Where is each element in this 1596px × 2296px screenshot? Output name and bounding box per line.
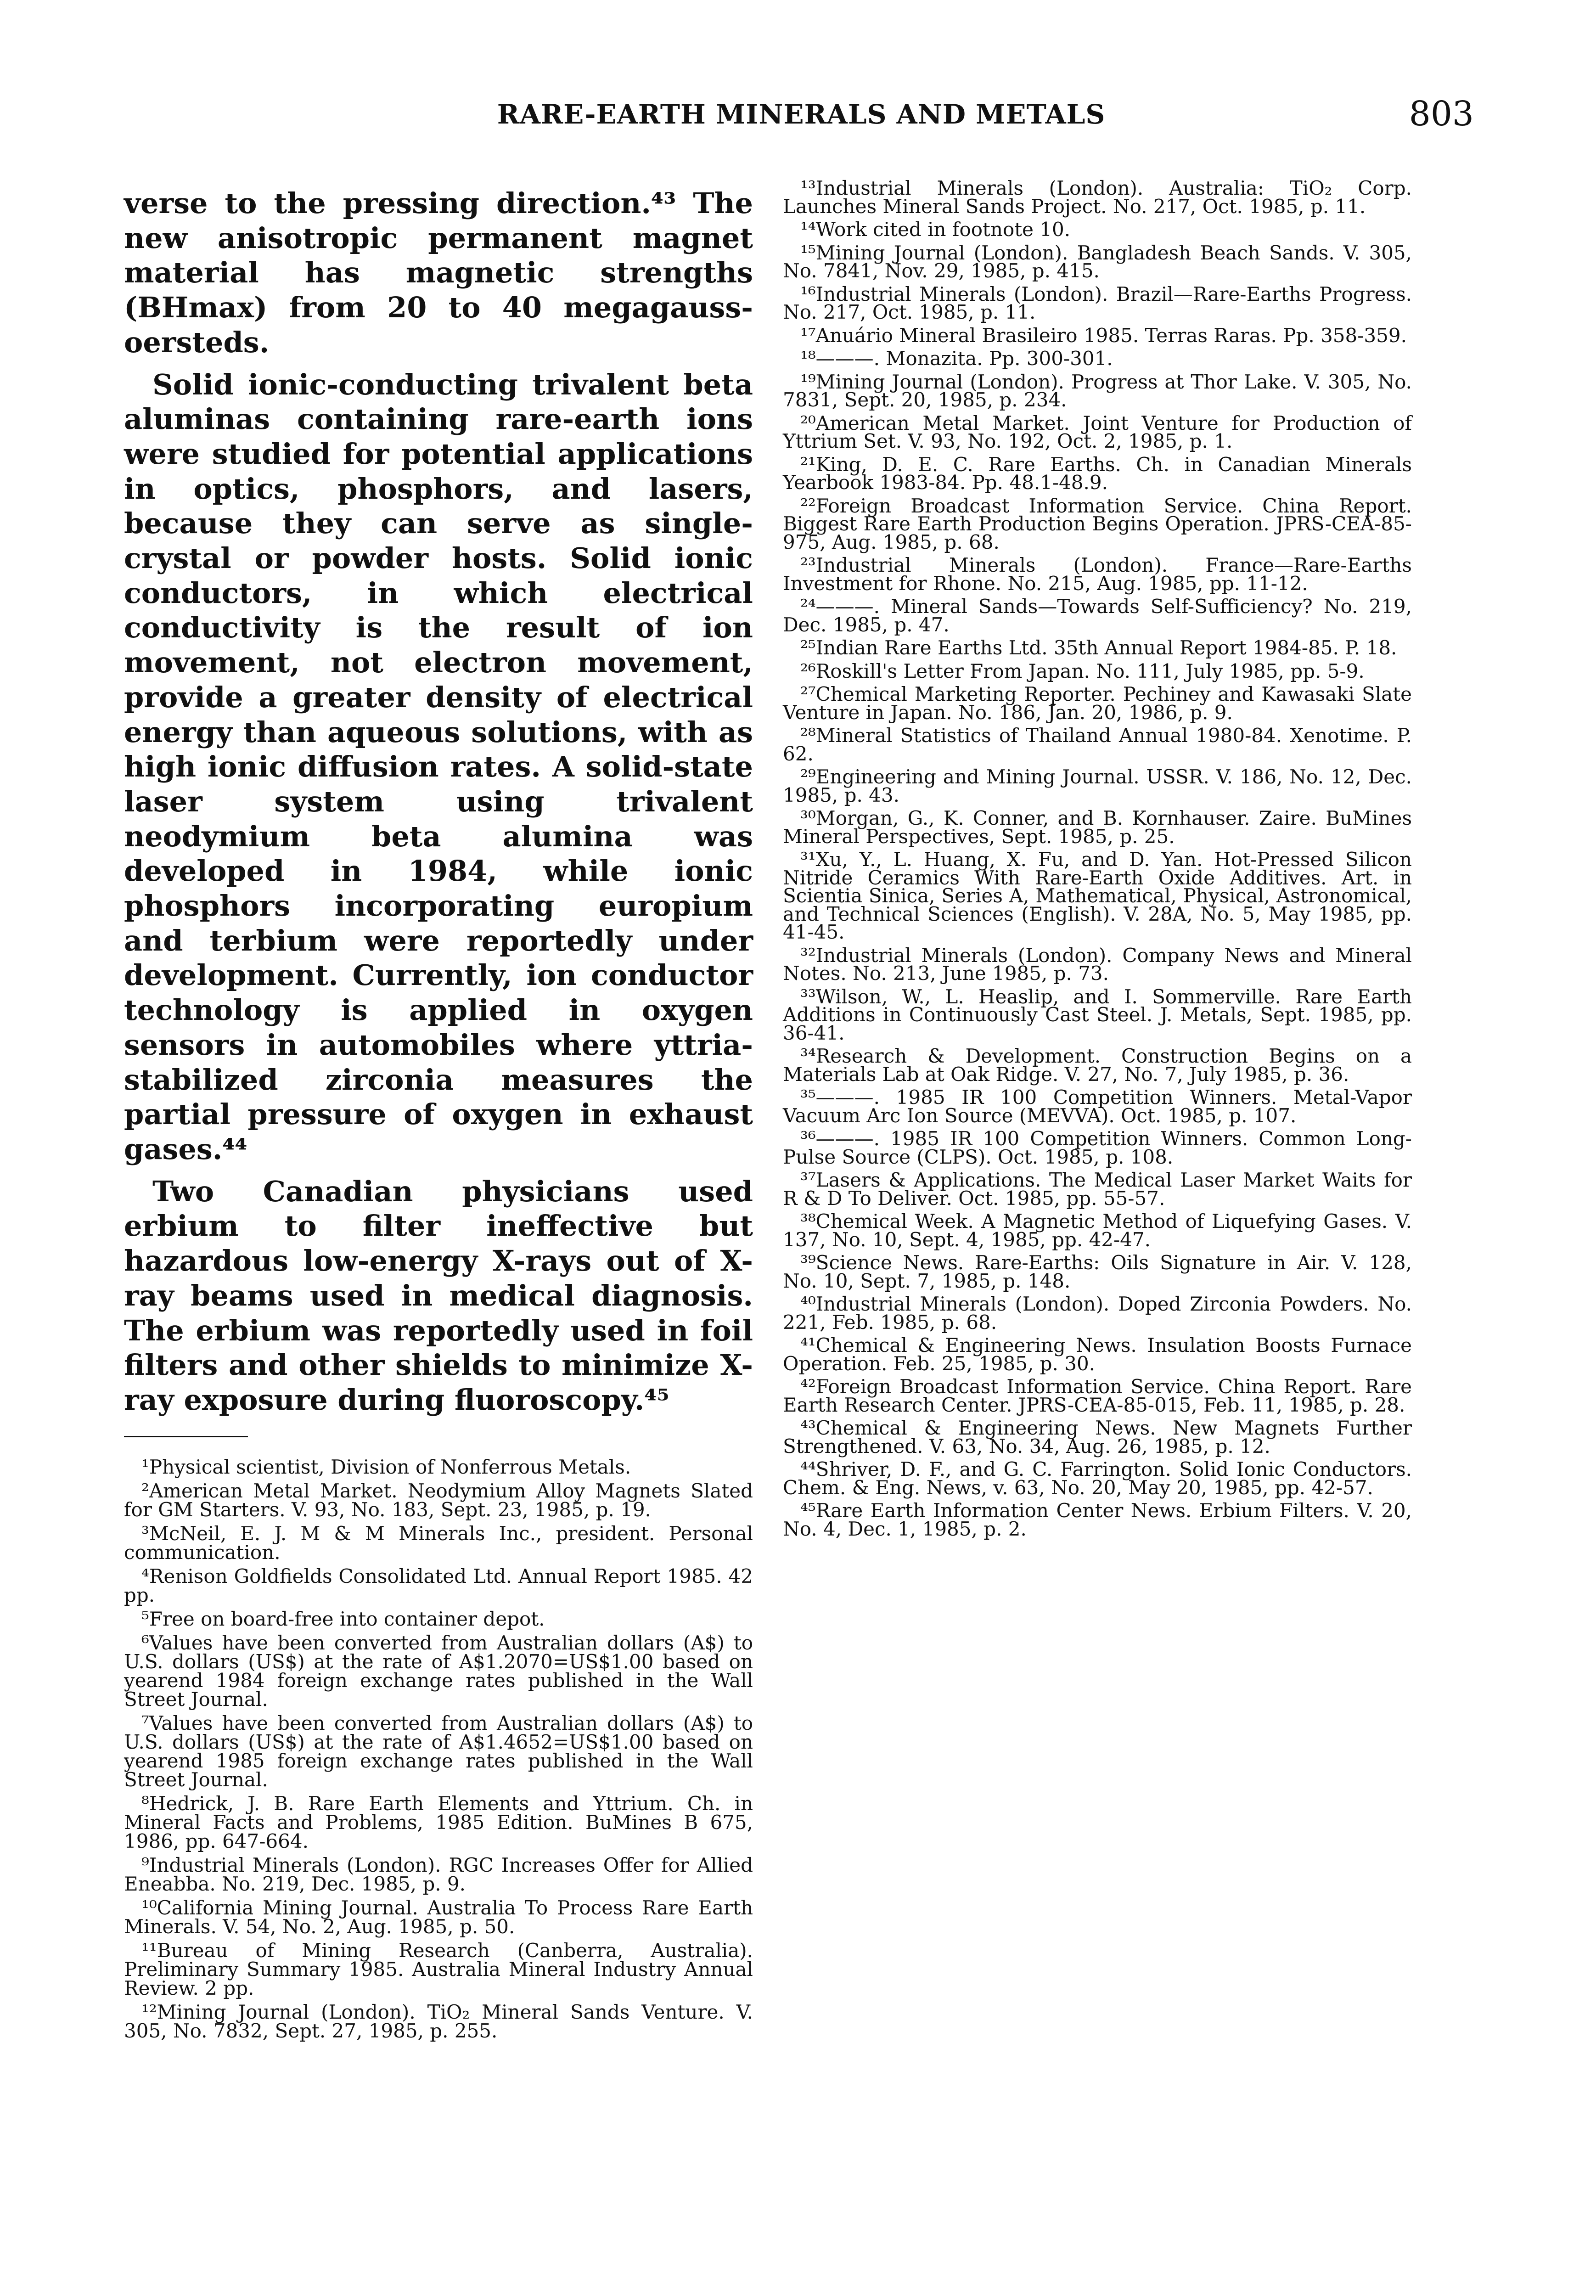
footnote: ²⁷Chemical Marketing Reporter. Pechiney and Kawasaki Slate Venture in Japan. No. 186, Jan. 20, 1986, p. 9. <box>783 683 1412 724</box>
footnote: ³McNeil, E. J. M & M Minerals Inc., president. Personal communication. <box>124 1522 753 1564</box>
footnote: ³⁹Science News. Rare-Earths: Oils Signature in Air. V. 128, No. 10, Sept. 7, 1985, p. 148. <box>783 1251 1412 1292</box>
footnote: ²⁹Engineering and Mining Journal. USSR. V. 186, No. 12, Dec. 1985, p. 43. <box>783 765 1412 806</box>
footnote: ⁴²Foreign Broadcast Information Service. China Report. Rare Earth Research Center. JPRS-CEA-85-015, Feb. 11, 1985, p. 28. <box>783 1375 1412 1416</box>
footnote: ⁴⁴Shriver, D. F., and G. C. Farrington. Solid Ionic Conductors. Chem. & Eng. News, v. 63, No. 20, May 20, 1985, pp. 42-57. <box>783 1458 1412 1499</box>
footnote: ¹³Industrial Minerals (London). Australia: TiO₂ Corp. Launches Mineral Sands Project. No. 217, Oct. 1985, p. 11. <box>783 177 1412 218</box>
footnote: ³⁶———. 1985 IR 100 Competition Winners. Common Long-Pulse Source (CLPS). Oct. 1985, p. 108. <box>783 1127 1412 1168</box>
footnote-divider <box>124 1436 248 1437</box>
footnote: ⁹Industrial Minerals (London). RGC Increases Offer for Allied Eneabba. No. 219, Dec. 1985, p. 9. <box>124 1853 753 1895</box>
footnote: ⁴⁰Industrial Minerals (London). Doped Zirconia Powders. No. 221, Feb. 1985, p. 68. <box>783 1293 1412 1334</box>
body-paragraph: Solid ionic-conducting trivalent beta aluminas containing rare-earth ions were studied for potential applications in optics, phosphors, and lasers, because they can serve as single-crystal or powder hosts. Solid ionic conductors, in which electrical conductivity is the result of ion movement, not electron movement, provide a greater density of electrical energy than aqueous solutions, with as high ionic diffusion rates. A solid-state laser system using trivalent neodymium beta alumina was developed in 1984, while ionic phosphors incorporating europium and terbium were reportedly under development. Currently, ion conductor technology is applied in oxygen sensors in automobiles where yttria-stabilized zirconia measures the partial pressure of oxygen in exhaust gases.⁴⁴ <box>124 367 753 1166</box>
footnote: ¹⁹Mining Journal (London). Progress at Thor Lake. V. 305, No. 7831, Sept. 20, 1985, p. 234. <box>783 370 1412 411</box>
footnote: ³⁴Research & Development. Construction Begins on a Materials Lab at Oak Ridge. V. 27, No. 7, July 1985, p. 36. <box>783 1045 1412 1086</box>
footnote: ¹⁷Anuário Mineral Brasileiro 1985. Terras Raras. Pp. 358-359. <box>800 324 1407 347</box>
footnote: ³⁷Lasers & Applications. The Medical Laser Market Waits for R & D To Deliver. Oct. 1985, pp. 55-57. <box>783 1169 1412 1210</box>
footnote: ³¹Xu, Y., L. Huang, X. Fu, and D. Yan. Hot-Pressed Silicon Nitride Ceramics With Rare-Earth Oxide Additives. Art. in Scientia Sinica, Series A, Mathematical, Physical, Astronomical, and Technical Sciences (English). V. 28A, No. 5, May 1985, pp. 41-45. <box>783 848 1412 943</box>
right-column <box>783 179 1412 1543</box>
running-head: RARE-EARTH MINERALS AND METALS <box>497 99 1106 130</box>
footnote: ²American Metal Market. Neodymium Alloy Magnets Slated for GM Starters. V. 93, No. 183, Sept. 23, 1985, p. 19. <box>124 1479 753 1521</box>
footnote: ²¹King, D. E. C. Rare Earths. Ch. in Canadian Minerals Yearbook 1983-84. Pp. 48.1-48.9. <box>783 453 1412 494</box>
footnote: ¹⁸———. Monazita. Pp. 300-301. <box>800 347 1113 370</box>
footnote: ³²Industrial Minerals (London). Company News and Mineral Notes. No. 213, June 1985, p. 73. <box>783 944 1412 985</box>
footnote: ²⁵Indian Rare Earths Ltd. 35th Annual Report 1984-85. P. 18. <box>800 636 1397 659</box>
footnote: ⁶Values have been converted from Australian dollars (A$) to U.S. dollars (US$) at the rate of A$1.2070=US$1.00 based on yearend 1984 foreign exchange rates published in the Wall Street Journal. <box>124 1631 753 1711</box>
footnote: ⁴¹Chemical & Engineering News. Insulation Boosts Furnace Operation. Feb. 25, 1985, p. 30. <box>783 1334 1412 1375</box>
footnote: ⁴³Chemical & Engineering News. New Magnets Further Strengthened. V. 63, No. 34, Aug. 26, 1985, p. 12. <box>783 1417 1412 1458</box>
left-column <box>124 186 753 2045</box>
footnote: ¹⁴Work cited in footnote 10. <box>800 218 1071 241</box>
footnote: ²⁶Roskill's Letter From Japan. No. 111, July 1985, pp. 5-9. <box>800 659 1365 682</box>
footnote: ¹⁵Mining Journal (London). Bangladesh Beach Sands. V. 305, No. 7841, Nov. 29, 1985, p. 415. <box>783 241 1412 282</box>
footnote: ²⁸Mineral Statistics of Thailand Annual 1980-84. Xenotime. P. 62. <box>783 724 1412 765</box>
footnote: ³⁵———. 1985 IR 100 Competition Winners. Metal-Vapor Vacuum Arc Ion Source (MEVVA). Oct. 1985, p. 107. <box>783 1086 1412 1127</box>
footnote: ²⁰American Metal Market. Joint Venture for Production of Yttrium Set. V. 93, No. 192, Oct. 2, 1985, p. 1. <box>783 411 1412 452</box>
footnote: ¹⁶Industrial Minerals (London). Brazil—Rare-Earths Progress. No. 217, Oct. 1985, p. 11. <box>783 282 1412 323</box>
footnote: ²³Industrial Minerals (London). France—Rare-Earths Investment for Rhone. No. 215, Aug. 1985, pp. 11-12. <box>783 554 1412 595</box>
footnote: ⁴⁵Rare Earth Information Center News. Erbium Filters. V. 20, No. 4, Dec. 1, 1985, p. 2. <box>783 1499 1412 1540</box>
footnote: ²⁴———. Mineral Sands—Towards Self-Sufficiency? No. 219, Dec. 1985, p. 47. <box>783 595 1412 636</box>
footnote: ¹⁰California Mining Journal. Australia To Process Rare Earth Minerals. V. 54, No. 2, Aug. 1985, p. 50. <box>124 1896 753 1938</box>
footnote: ¹¹Bureau of Mining Research (Canberra, Australia). Preliminary Summary 1985. Australia Mineral Industry Annual Review. 2 pp. <box>124 1939 753 1999</box>
body-paragraph: Two Canadian physicians used erbium to filter ineffective but hazardous low-energy X-rays out of X-ray beams used in medical diagnosis. The erbium was reportedly used in foil filters and other shields to minimize X-ray exposure during fluoroscopy.⁴⁵ <box>124 1174 753 1417</box>
footnote: ³⁰Morgan, G., K. Conner, and B. Kornhauser. Zaire. BuMines Mineral Perspectives, Sept. 1985, p. 25. <box>783 807 1412 848</box>
page-number: 803 <box>1409 94 1474 134</box>
footnote: ⁸Hedrick, J. B. Rare Earth Elements and Yttrium. Ch. in Mineral Facts and Problems, 1985 Edition. BuMines B 675, 1986, pp. 647-664. <box>124 1792 753 1852</box>
footnote: ³⁸Chemical Week. A Magnetic Method of Liquefying Gases. V. 137, No. 10, Sept. 4, 1985, pp. 42-47. <box>783 1210 1412 1251</box>
body-paragraph: verse to the pressing direction.⁴³ The new anisotropic permanent magnet material has magnetic strengths (BHmax) from 20 to 40 megagauss-oersteds. <box>124 186 753 359</box>
footnote: ²²Foreign Broadcast Information Service. China Report. Biggest Rare Earth Production Begins Operation. JPRS-CEA-85-975, Aug. 1985, p. 68. <box>783 494 1412 553</box>
footnote: ⁵Free on board-free into container depot. <box>141 1607 545 1630</box>
footnote: ¹Physical scientist, Division of Nonferrous Metals. <box>141 1455 631 1478</box>
footnote: ¹²Mining Journal (London). TiO₂ Mineral Sands Venture. V. 305, No. 7832, Sept. 27, 1985, p. 255. <box>124 2000 753 2042</box>
footnote: ⁷Values have been converted from Australian dollars (A$) to U.S. dollars (US$) at the rate of A$1.4652=US$1.00 based on yearend 1985 foreign exchange rates published in the Wall Street Journal. <box>124 1711 753 1791</box>
footnote: ³³Wilson, W., L. Heaslip, and I. Sommerville. Rare Earth Additions in Continuously Cast Steel. J. Metals, Sept. 1985, pp. 36-41. <box>783 985 1412 1044</box>
footnote: ⁴Renison Goldfields Consolidated Ltd. Annual Report 1985. 42 pp. <box>124 1564 753 1606</box>
